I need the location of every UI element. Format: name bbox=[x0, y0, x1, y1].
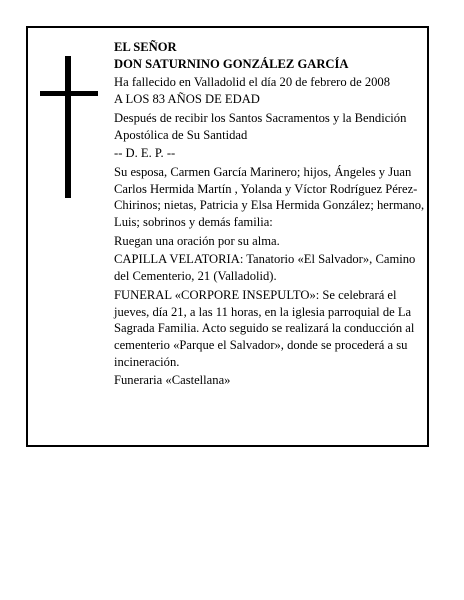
cross-horizontal-bar bbox=[40, 91, 98, 96]
sacraments-statement: Después de recibir los Santos Sacramentos y la Bendición Apostólica de Su Santidad bbox=[114, 110, 407, 142]
latin-cross-icon bbox=[40, 56, 98, 198]
cross-vertical-bar bbox=[65, 56, 71, 198]
funeral-info: FUNERAL «CORPORE INSEPULTO»: Se celebrará el jueves, día 21, a las 11 horas, en la iglesia parroquial de La Sagrada Familia. Acto seguido se realizará la conducción al cementerio «Parque el Salvador», donde se procederá a su incineración. bbox=[114, 287, 415, 369]
family-list: Su esposa, Carmen García Marinero; hijos, Ángeles y Juan Carlos Hermida Martín , Yolanda y Víctor Rodríguez Pérez-Chirinos; nietas, Patricia y Elsa Hermida González; hermano, Luis; sobrinos y demás familia: bbox=[114, 164, 425, 230]
chapel-info: CAPILLA VELATORIA: Tanatorio «El Salvador», Camino del Cementerio, 21 (Valladolid). bbox=[114, 252, 416, 284]
age-statement: A LOS 83 AÑOS DE EDAD bbox=[114, 92, 260, 107]
death-statement: Ha fallecido en Valladolid el día 20 de febrero de 2008 bbox=[114, 75, 391, 90]
deceased-name: DON SATURNINO GONZÁLEZ GARCÍA bbox=[114, 56, 349, 71]
prayer-request: Ruegan una oración por su alma. bbox=[114, 233, 280, 248]
notice-text bbox=[114, 39, 426, 391]
rip-line: -- D. E. P. -- bbox=[114, 146, 176, 161]
obituary-notice bbox=[26, 26, 429, 447]
funeral-home: Funeraria «Castellana» bbox=[114, 373, 231, 388]
heading-title: EL SEÑOR bbox=[114, 40, 177, 54]
